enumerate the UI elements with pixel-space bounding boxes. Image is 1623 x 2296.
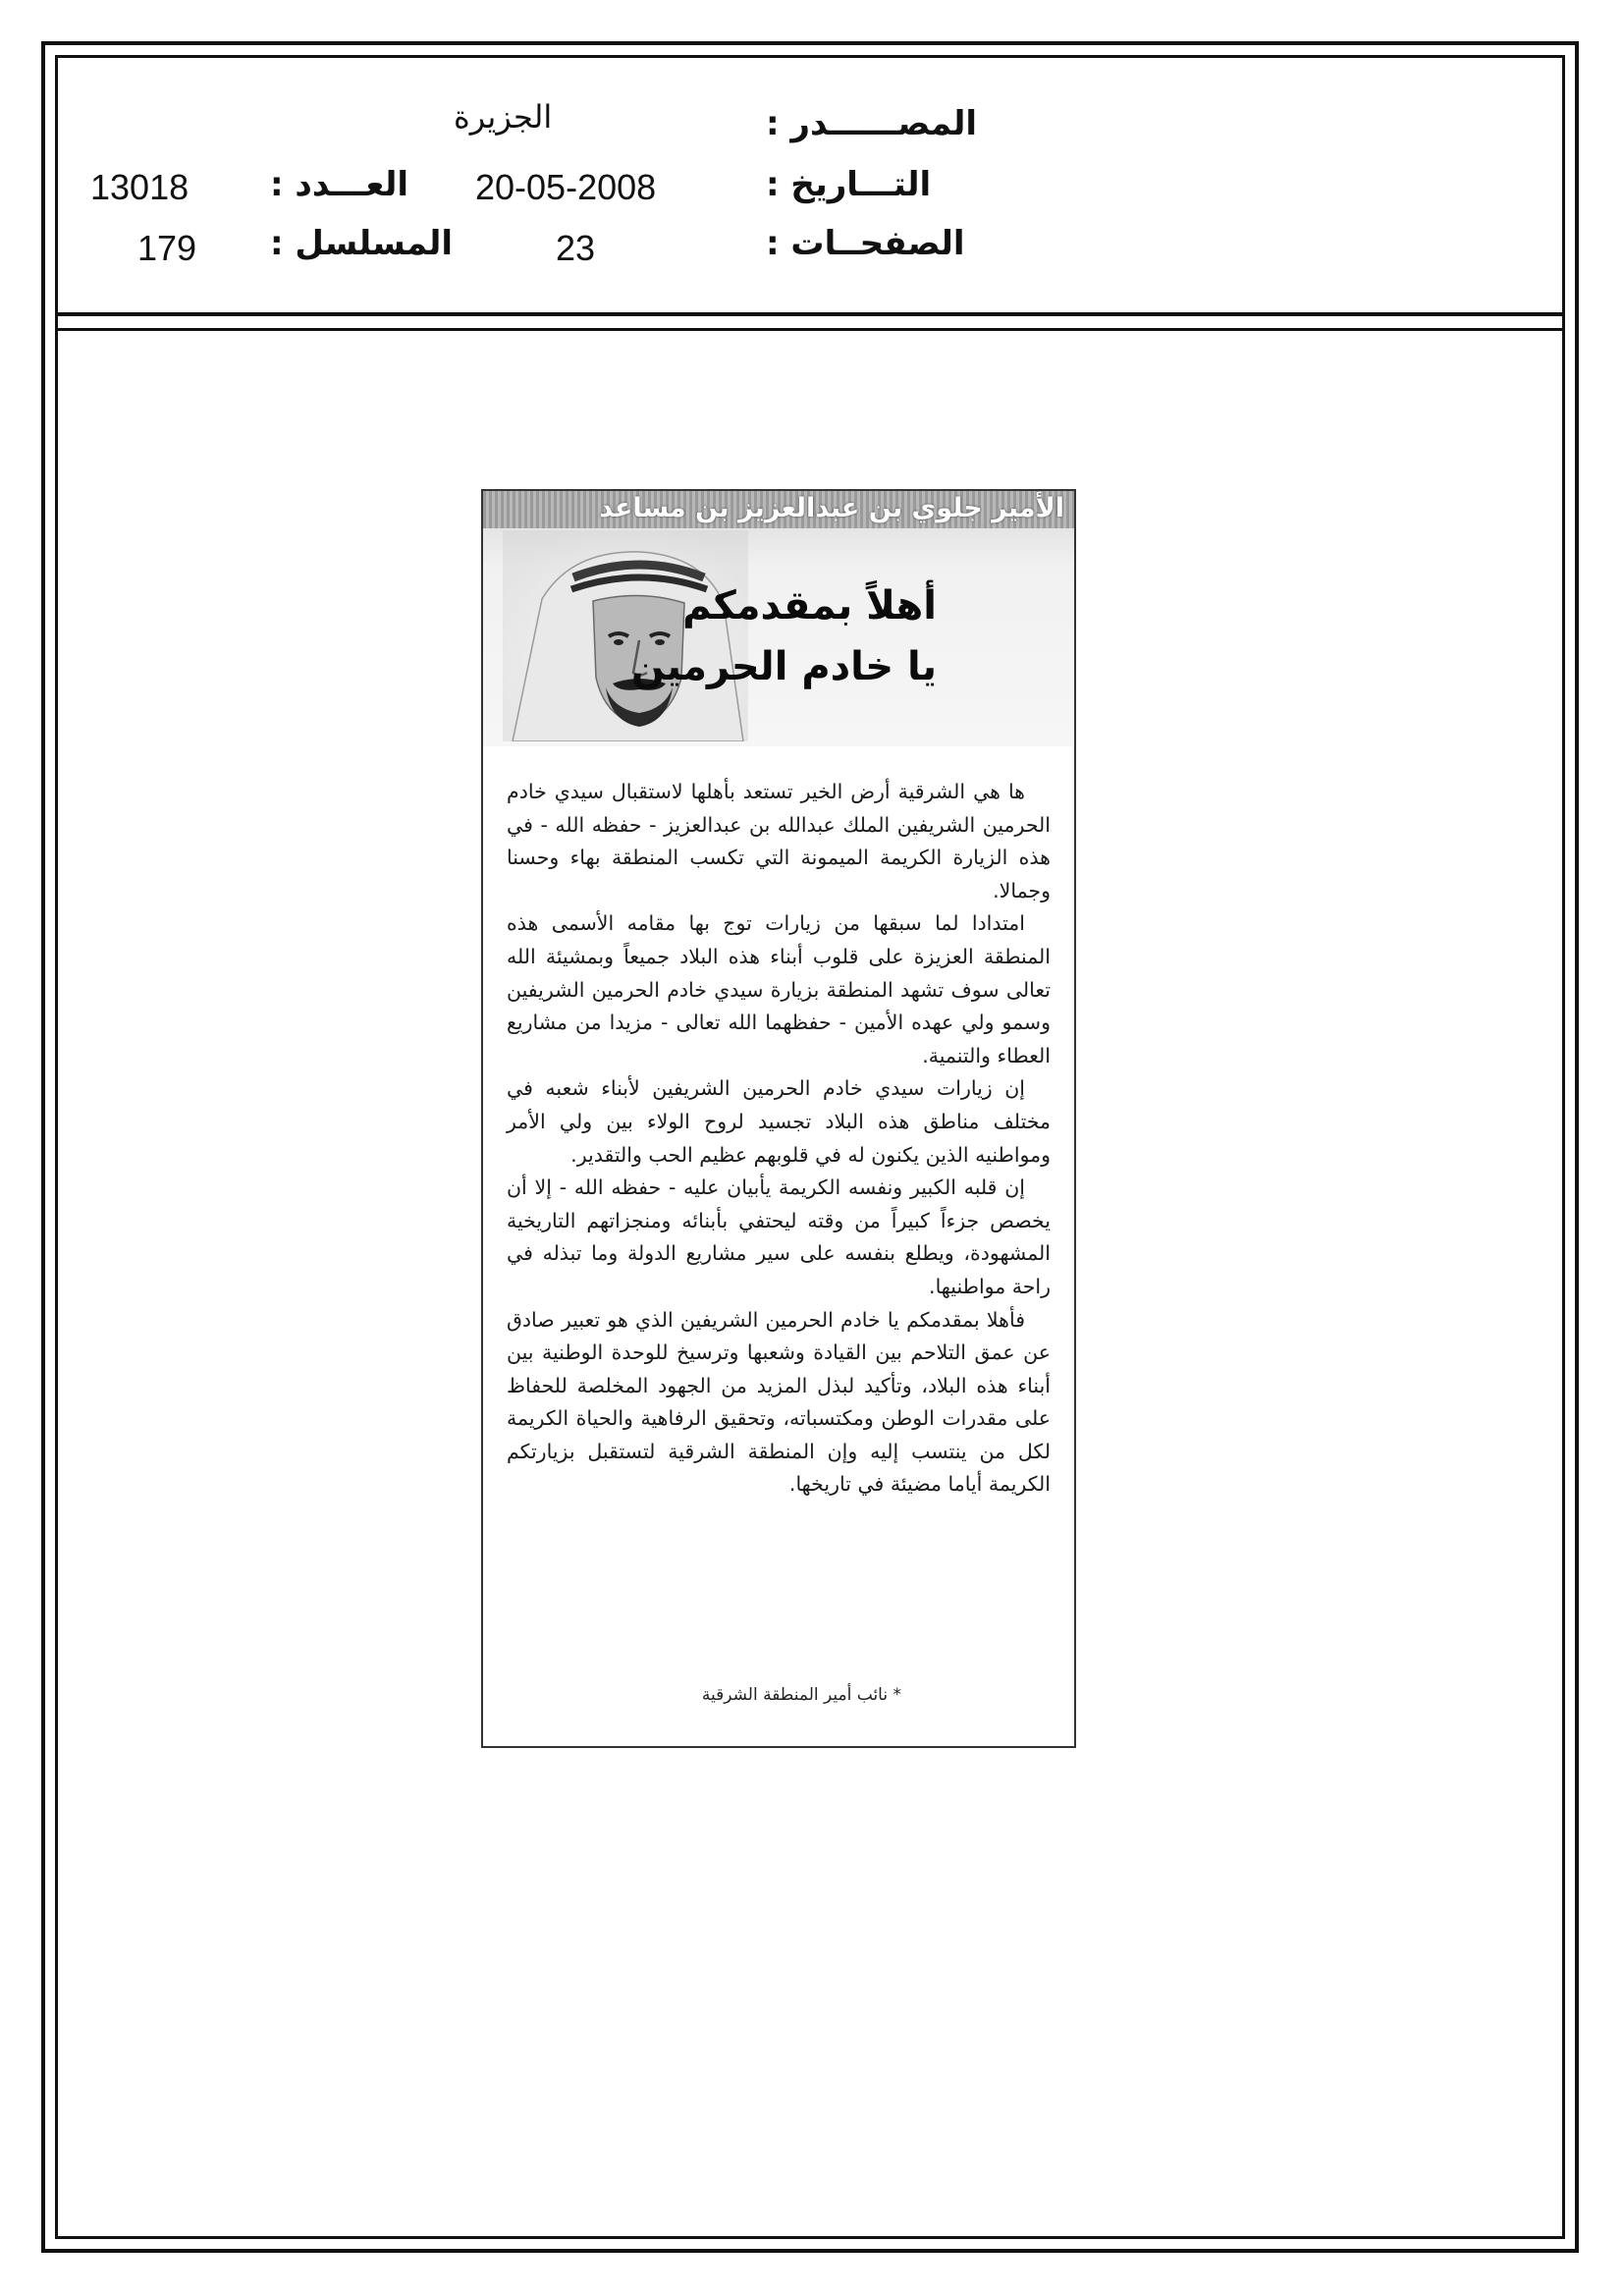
article-signature: * نائب أمير المنطقة الشرقية bbox=[701, 1685, 901, 1705]
issue-value: 13018 bbox=[90, 167, 189, 207]
article-headline bbox=[631, 575, 937, 697]
pages-value: 23 bbox=[556, 228, 596, 268]
serial-label: المسلسل : bbox=[270, 224, 454, 263]
headline-line-1: أهلاً بمقدمكم bbox=[682, 583, 937, 629]
issue-label: العـــدد : bbox=[270, 165, 408, 204]
article-body bbox=[507, 776, 1051, 1502]
article-paragraph: إن قلبه الكبير ونفسه الكريمة يأبيان عليه - حفظه الله - إلا أن يخصص جزءاً كبيراً من وقته ليحتفي بأبنائه ومنجزاتهم التاريخية المشهودة، ويطلع بنفسه على سير مشاريع الدولة وما تبذله في راحة مواطنيها. bbox=[507, 1175, 1051, 1298]
source-label: المصــــــدر : bbox=[766, 104, 978, 143]
clipping-header bbox=[483, 491, 1074, 746]
article-paragraph: فأهلا بمقدمكم يا خادم الحرمين الشريفين الذي هو تعبير صادق عن عمق التلاحم بين القيادة وشعبها وترسيخ للوحدة الوطنية بين أبناء هذه البلاد، وتأكيد لبذل المزيد من الجهود المخلصة للحفاظ على مقدرات الوطن ومكتسباته، وتحقيق الرفاهية والحياة الكريمة لكل من ينتسب إليه وإن المنطقة الشرقية لتستقبل بزيارتكم الكريمة أياما مضيئة في تاريخها. bbox=[507, 1307, 1051, 1497]
date-label: التـــاريخ : bbox=[766, 165, 932, 204]
date-value: 20-05-2008 bbox=[475, 167, 657, 207]
article-paragraph: إن زيارات سيدي خادم الحرمين الشريفين لأبناء شعبه في مختلف مناطق هذه البلاد تجسيد لروح الولاء بين ولي الأمر ومواطنيه الذين يكنون له في قلوبهم عظيم الحب والتقدير. bbox=[507, 1076, 1051, 1167]
header-divider-inner bbox=[55, 328, 1565, 331]
source-value: الجزيرة bbox=[454, 98, 553, 136]
author-name: الأمير جلوي بن عبدالعزيز بن مساعد bbox=[599, 493, 1064, 523]
article-paragraph: ها هي الشرقية أرض الخير تستعد بأهلها لاستقبال سيدي خادم الحرمين الشريفين الملك عبدالله بن عبدالعزيز - حفظه الله - في هذه الزيارة الكريمة الميمونة التي تكسب المنطقة بهاء وحسنا وجمالا. bbox=[507, 780, 1051, 902]
pages-label: الصفحــات : bbox=[766, 224, 965, 263]
newspaper-clipping bbox=[481, 489, 1076, 1748]
serial-value: 179 bbox=[137, 228, 197, 268]
headline-line-2: يا خادم الحرمين bbox=[630, 644, 937, 689]
article-paragraph: امتدادا لما سبقها من زيارات توج بها مقامه الأسمى هذه المنطقة العزيزة على قلوب أبناء هذه البلاد جميعاً وبمشيئة الله تعالى سوف تشهد المنطقة بزيارة سيدي خادم الحرمين الشريفين وسمو ولي عهده الأمين - حفظهما الله تعالى - مزيدا من مشاريع العطاء والتنمية. bbox=[507, 911, 1051, 1067]
header-divider bbox=[55, 312, 1565, 316]
